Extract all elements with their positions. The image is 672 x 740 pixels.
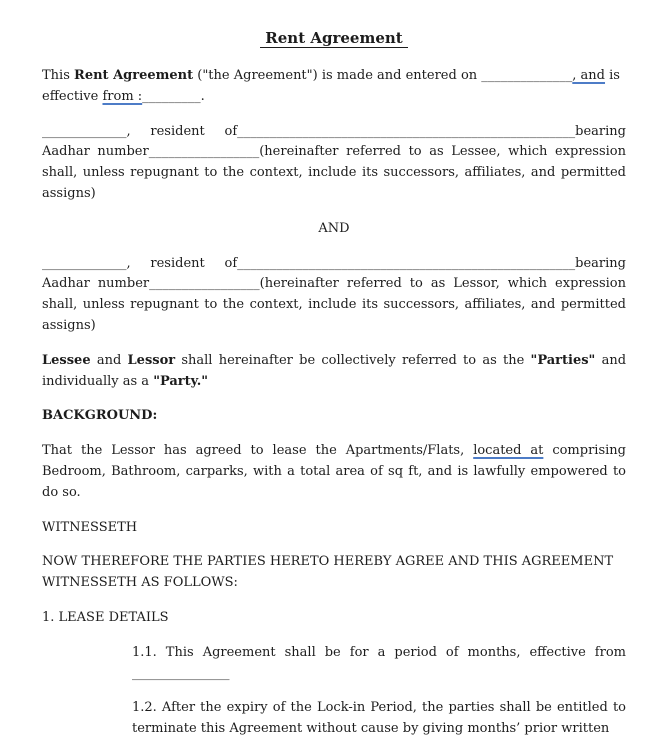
parties-text-2: shall hereinafter be collectively referred to as the [175,352,531,368]
blank-lessor-aadhar: _________________ [149,276,260,292]
and-separator: AND [318,220,350,236]
parties-lessee-bold: Lessee [42,352,91,368]
now-therefore-paragraph: NOW THEREFORE THE PARTIES HERETO HEREBY AGREE AND THIS AGREEMENT WITNESSETH AS FOLLOWS: [42,554,614,591]
background-paragraph [42,441,626,503]
intro-text-4: . [200,88,205,104]
grammar-underline-located-at: located at [473,443,544,459]
lessee-text-3: (hereinafter referred to as Lessee, which expression shall, unless repugnant to the context, include its successors, affiliates, and permitted assigns) [42,144,626,201]
blank-lessee-name: _____________ [42,123,127,139]
grammar-underline-and: , and [572,68,606,83]
blank-lessee-aadhar: _________________ [148,144,260,160]
clause-1-1 [132,643,626,685]
witnesseth-heading: WITNESSETH [42,519,138,535]
intro-text-2: ("the Agreement") is made and entered on [193,68,482,83]
blank-effective-from: _________ [142,88,201,104]
background-text-1: That the Lessor has agreed to lease the Apartments/Flats, [42,443,474,459]
document-title-text: Rent Agreement [260,29,407,48]
blank-lessor-address: ____________________________________________________ [237,255,576,271]
lessor-text-2: bearing Aadhar number [42,255,626,292]
parties-party-bold: "Party." [153,373,209,389]
intro-paragraph [42,66,626,108]
intro-text-1: This [42,68,75,83]
parties-text-3: and individually as a [42,352,627,389]
blank-lessee-address: ____________________________________________________ [237,123,576,139]
background-text-2: comprising Bedroom, Bathroom, carparks, with a total area of sq ft, and is lawfully empowered to do so. [42,443,626,500]
blank-clause-1-1-date: _______________ [132,665,230,681]
grammar-underline-from: from : [102,88,143,104]
lessee-text-2: bearing Aadhar number [42,123,626,160]
lessor-paragraph [42,254,626,337]
lease-details-heading: 1. LEASE DETAILS [42,609,169,625]
background-heading: BACKGROUND: [42,408,158,424]
lessor-text-3: (hereinafter referred to as Lessor, which expression shall, unless repugnant to the context, include its successors, affiliates, and permitted assigns) [42,276,627,333]
lessee-paragraph [42,122,626,205]
document-title [42,27,626,49]
parties-text-1: and [90,352,128,368]
lessee-text-1: , resident of [126,123,238,139]
parties-paragraph [42,351,626,393]
parties-lessor-bold: Lessor [127,352,176,368]
clause-1-1-text: 1.1. This Agreement shall be for a period of months, effective from [132,644,626,660]
clause-1-2: 1.2. After the expiry of the Lock-in Period, the parties shall be entitled to terminate this Agreement without cause by giving months’ prior written [132,700,626,737]
lessor-text-1: , resident of [126,255,238,271]
intro-text-3: is effective [42,68,620,104]
blank-lessor-name: _____________ [42,255,127,271]
parties-parties-bold: "Parties" [530,352,596,368]
blank-agreement-date: ______________ [481,68,573,83]
intro-rent-agreement-bold: Rent Agreement [74,68,194,83]
